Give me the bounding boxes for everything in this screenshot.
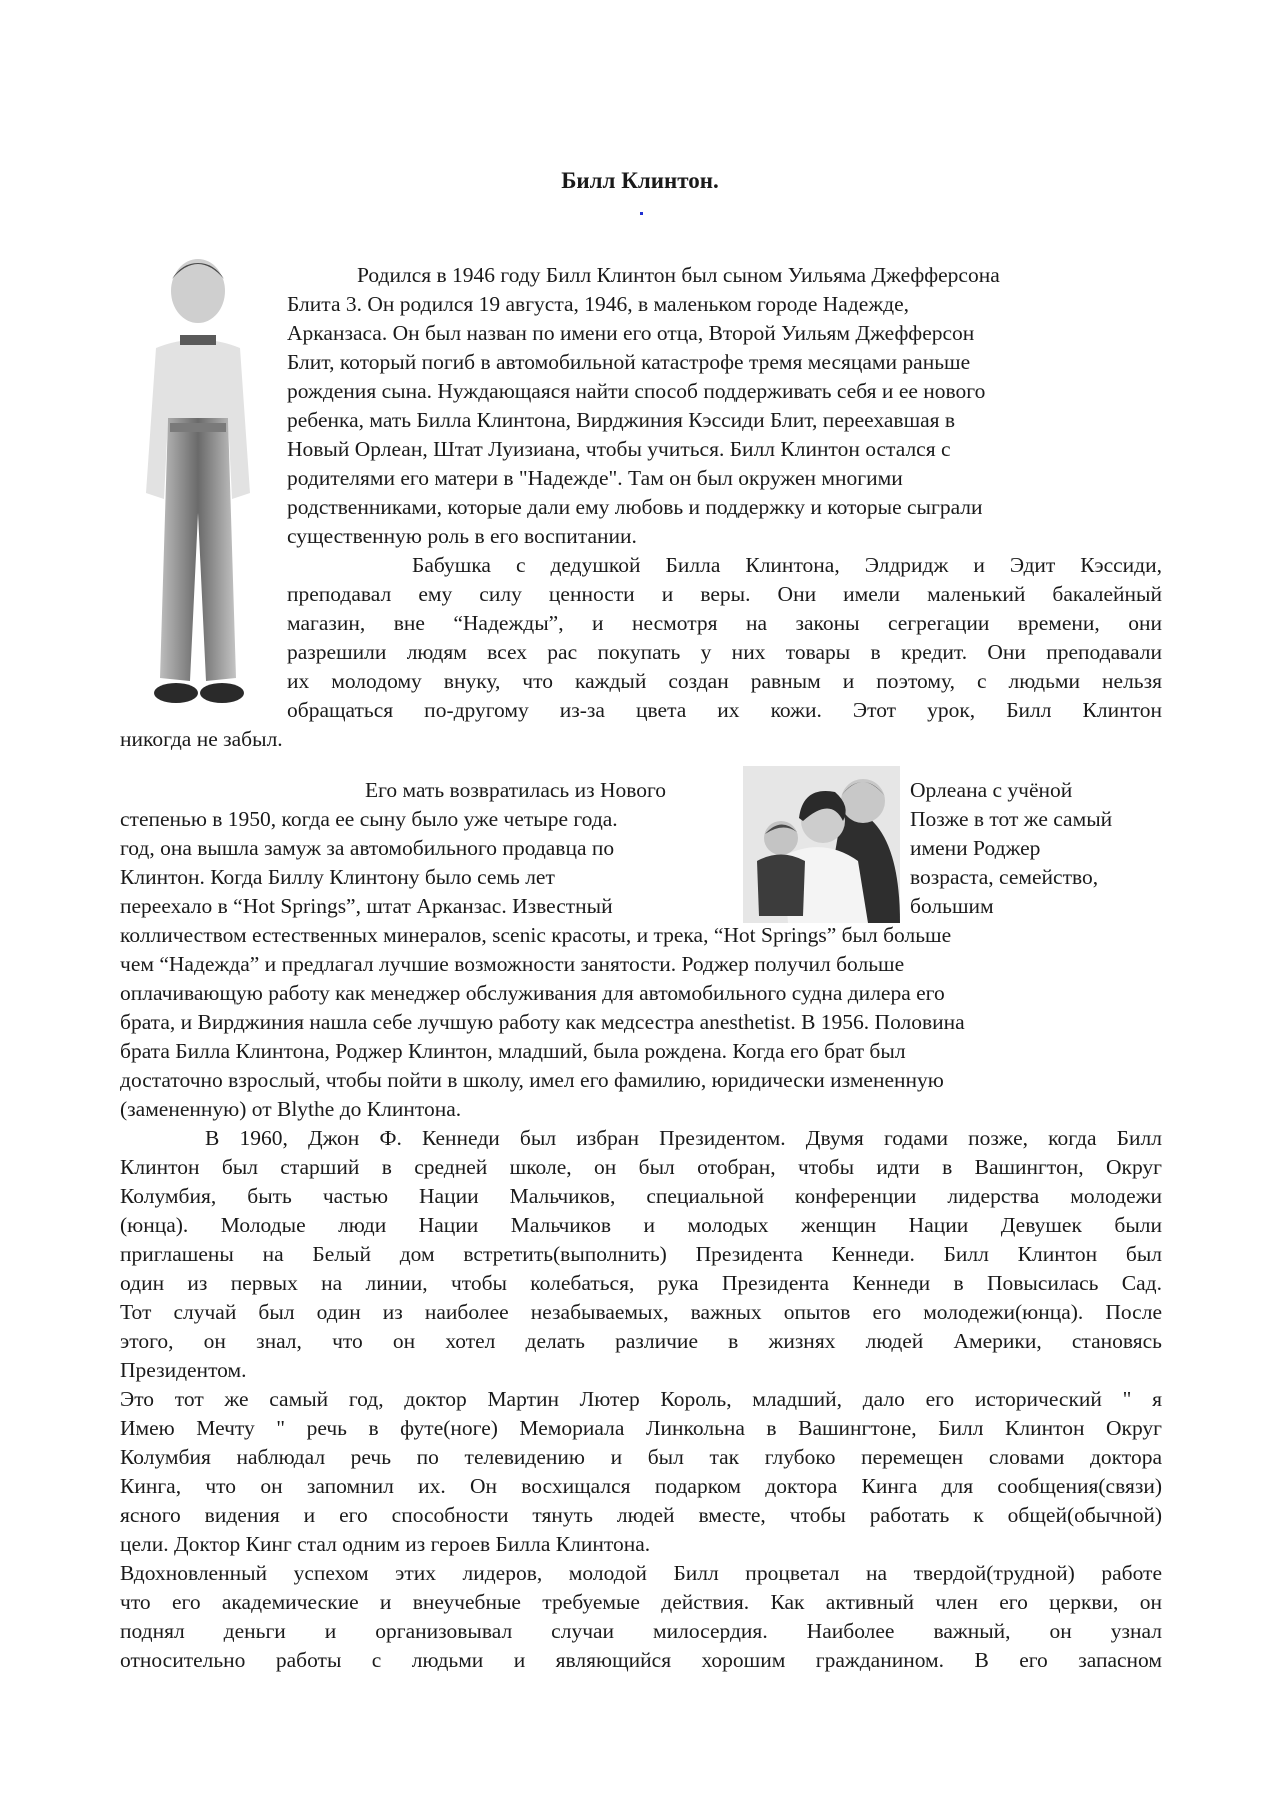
text-line: Имею Мечту " речь в футе(ноге) Мемориала Линкольна в Вашингтоне, Билл Клинтон Округ xyxy=(120,1416,1162,1440)
text-line: Тот случай был один из наиболее незабываемых, важных опытов его молодежи(юнца). После xyxy=(120,1300,1162,1324)
text-line: ясного видения и его способности тянуть людей вместе, чтобы работать к общей(обычной) xyxy=(120,1503,1162,1527)
text-line: Позже в тот же самый xyxy=(910,807,1113,831)
text-line: магазин, вне “Надежды”, и несмотря на законы сегрегации времени, они xyxy=(287,611,1162,635)
text-line: Президентом. xyxy=(120,1358,247,1382)
text-line: их молодому внуку, что каждый создан равным и поэтому, с людьми нельзя xyxy=(287,669,1162,693)
text-line: оплачивающую работу как менеджер обслуживания для автомобильного судна дилера его xyxy=(120,981,945,1005)
text-line: существенную роль в его воспитании. xyxy=(287,524,637,548)
text-line: (юнца). Молодые люди Нации Мальчиков и молодых женщин Нации Девушек были xyxy=(120,1213,1162,1237)
text-line: Колумбия, быть частью Нации Мальчиков, специальной конференции лидерства молодежи xyxy=(120,1184,1162,1208)
text-line: этого, он знал, что он хотел делать различие в жизнях людей Америки, становясь xyxy=(120,1329,1162,1353)
text-line: брата, и Вирджиния нашла себе лучшую работу как медсестра anesthetist. В 1956. Половина xyxy=(120,1010,965,1034)
decorative-dot xyxy=(640,212,643,215)
text-line: Арканзаса. Он был назван по имени его отца, Второй Уильям Джефферсон xyxy=(287,321,975,345)
text-line: рождения сына. Нуждающаяся найти способ поддерживать себя и ее нового xyxy=(287,379,986,403)
text-line: возраста, семейство, xyxy=(910,865,1099,889)
text-line: чем “Надежда” и предлагал лучшие возможности занятости. Роджер получил больше xyxy=(120,952,905,976)
text-line: (замененную) от Blythe до Клинтона. xyxy=(120,1097,462,1121)
text-line: Кинга, что он запомнил их. Он восхищался подарком доктора Кинга для сообщения(связи) xyxy=(120,1474,1162,1498)
text-line: поднял деньги и организовывал случаи милосердия. Наиболее важный, он узнал xyxy=(120,1619,1162,1643)
text-line: Блит, который погиб в автомобильной катастрофе тремя месяцами раньше xyxy=(287,350,971,374)
text-line: Его мать возвратилась из Нового xyxy=(365,778,667,802)
text-line: брата Билла Клинтона, Роджер Клинтон, младший, была рождена. Когда его брат был xyxy=(120,1039,906,1063)
text-line: преподавал ему силу ценности и веры. Они имели маленький бакалейный xyxy=(287,582,1162,606)
text-line: степенью в 1950, когда ее сыну было уже четыре года. xyxy=(120,807,618,831)
text-line: разрешили людям всех рас покупать у них товары в кредит. Они преподавали xyxy=(287,640,1162,664)
text-line: Родился в 1946 году Билл Клинтон был сыном Уильяма Джефферсона xyxy=(357,263,1000,287)
text-line: один из первых на линии, чтобы колебаться, рука Президента Кеннеди в Повысилась Сад. xyxy=(120,1271,1162,1295)
text-line: Это тот же самый год, доктор Мартин Лютер Король, младший, дало его исторический " я xyxy=(120,1387,1162,1411)
text-line: относительно работы с людьми и являющийся хорошим гражданином. В его запасном xyxy=(120,1648,1162,1672)
clinton-family-photo xyxy=(743,766,900,923)
text-line: что его академические и внеучебные требуемые действия. Как активный член его церкви, он xyxy=(120,1590,1162,1614)
text-line: колличеством естественных минералов, scenic красоты, и трека, “Hot Springs” был больше xyxy=(120,923,952,947)
text-line: Клинтон был старший в средней школе, он был отобран, чтобы идти в Вашингтон, Округ xyxy=(120,1155,1162,1179)
young-bill-clinton-photo xyxy=(128,253,268,718)
text-line: родственниками, которые дали ему любовь и поддержку и которые сыграли xyxy=(287,495,983,519)
text-line: никогда не забыл. xyxy=(120,727,283,751)
text-line: обращаться по-другому из-за цвета их кожи. Этот урок, Билл Клинтон xyxy=(287,698,1162,722)
text-line: Бабушка с дедушкой Билла Клинтона, Элдридж и Эдит Кэссиди, xyxy=(412,553,1162,577)
text-line: В 1960, Джон Ф. Кеннеди был избран Президентом. Двумя годами позже, когда Билл xyxy=(205,1126,1162,1150)
text-line: Вдохновленный успехом этих лидеров, молодой Билл процветал на твердой(трудной) работе xyxy=(120,1561,1162,1585)
text-line: ребенка, мать Билла Клинтона, Вирджиния Кэссиди Блит, переехавшая в xyxy=(287,408,956,432)
text-line: имени Роджер xyxy=(910,836,1041,860)
text-line: достаточно взрослый, чтобы пойти в школу, имел его фамилию, юридически измененную xyxy=(120,1068,944,1092)
text-line: приглашены на Белый дом встретить(выполнить) Президента Кеннеди. Билл Клинтон был xyxy=(120,1242,1162,1266)
text-line: родителями его матери в "Надежде". Там он был окружен многими xyxy=(287,466,903,490)
text-line: Орлеана с учёной xyxy=(910,778,1073,802)
text-line: переехало в “Hot Springs”, штат Арканзас. Известный xyxy=(120,894,613,918)
text-line: цели. Доктор Кинг стал одним из героев Билла Клинтона. xyxy=(120,1532,651,1556)
text-line: большим xyxy=(910,894,994,918)
text-line: Блита 3. Он родился 19 августа, 1946, в маленьком городе Надежде, xyxy=(287,292,910,316)
text-line: Клинтон. Когда Биллу Клинтону было семь лет xyxy=(120,865,555,889)
page-title: Билл Клинтон. xyxy=(561,168,719,193)
text-line: Новый Орлеан, Штат Луизиана, чтобы учиться. Билл Клинтон остался с xyxy=(287,437,951,461)
text-line: год, она вышла замуж за автомобильного продавца по xyxy=(120,836,615,860)
text-line: Колумбия наблюдал речь по телевидению и был так глубоко перемещен словами доктора xyxy=(120,1445,1162,1469)
